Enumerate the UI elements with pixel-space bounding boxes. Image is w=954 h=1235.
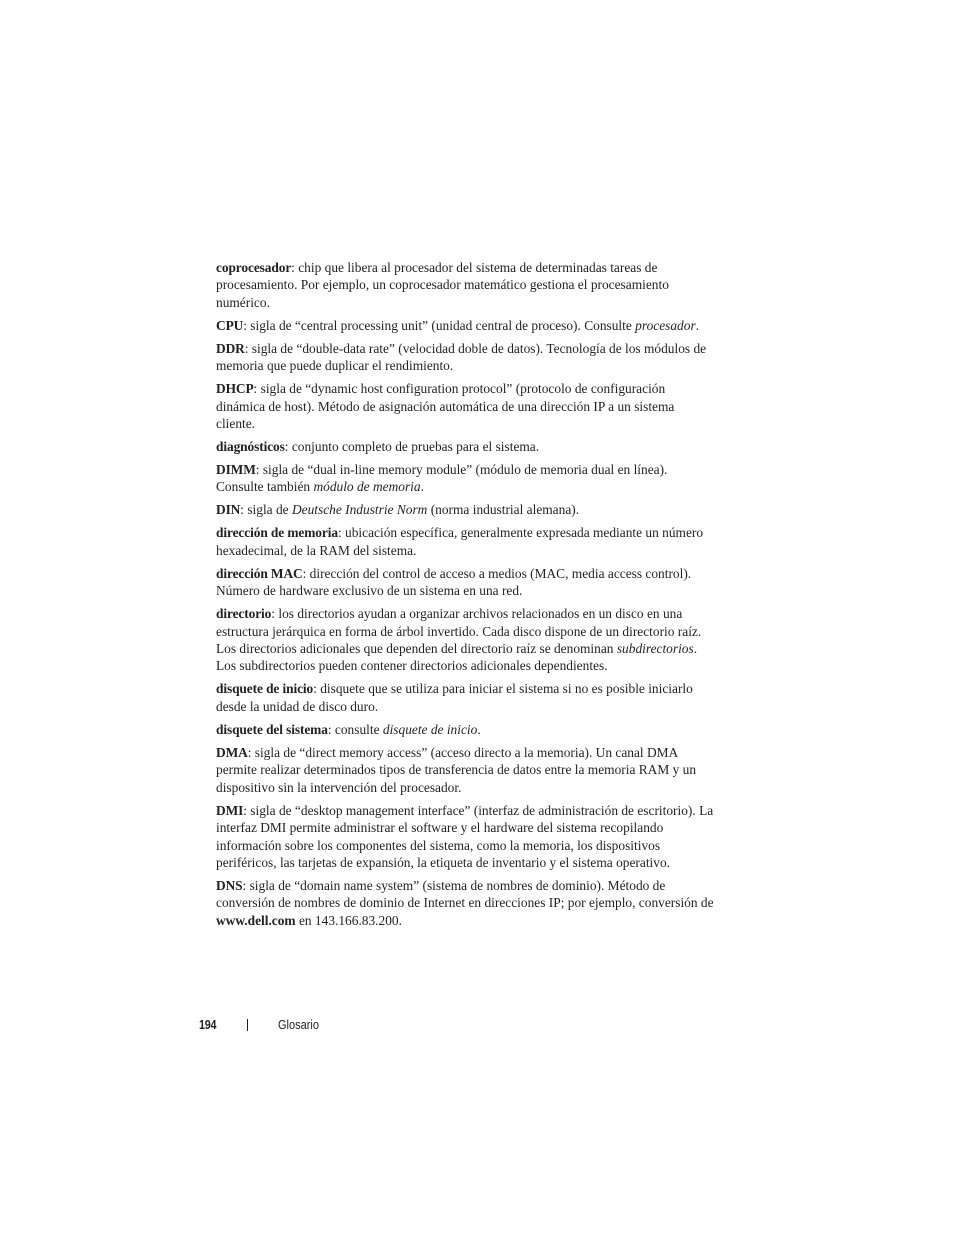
glossary-term: coprocesador [216, 260, 292, 275]
page-number: 194 [199, 1018, 217, 1032]
glossary-entry [216, 380, 716, 432]
glossary-entry [216, 721, 716, 738]
glossary-entry [216, 259, 716, 311]
glossary-term: dirección de memoria [216, 525, 338, 541]
glossary-entry [216, 680, 716, 715]
definition-text: en 143.166.83.200. [295, 912, 402, 928]
definition-text: : sigla de [240, 502, 292, 518]
glossary-entry [216, 802, 716, 872]
glossary-term: DNS [216, 877, 243, 893]
definition-text: : disquete que se utiliza para iniciar el sistema si no es posible iniciarlo desde la unidad de disco duro. [216, 681, 693, 714]
definition-text: : dirección del control de acceso a medios (MAC, media access control). Número de hardware exclusivo de un sistema en una red. [216, 565, 692, 599]
glossary-term: diagnósticos [216, 439, 285, 455]
section-title: Glosario [278, 1018, 319, 1032]
definition-text: : sigla de “desktop management interface” (interfaz de administración de escritorio). La interfaz DMI permite administrar el software y el hardware del sistema recopilando información sobre los componentes del sistema, como la memoria, los dispositivos periféricos, las tarjetas de expansión, la etiqueta de inventario y el sistema operativo. [216, 802, 714, 870]
cross-reference: Deutsche Industrie Norm [291, 502, 428, 518]
definition-text: : sigla de “central processing unit” (unidad central de proceso). Consulte [243, 317, 636, 333]
glossary-term: CPU [216, 317, 244, 333]
glossary-term: DHCP [216, 381, 254, 397]
definition-text: : consulte [327, 721, 383, 737]
glossary-entry [216, 461, 716, 496]
glossary-entry [216, 340, 716, 375]
definition-text: : sigla de “direct memory access” (acceso directo a la memoria). Un canal DMA permite realizar determinados tipos de transferencia de datos entre la memoria RAM y un dispositivo sin la intervención del procesador. [216, 744, 697, 795]
definition-text: : chip que libera al procesador del sistema de determinadas tareas de procesamiento. Por ejemplo, un coprocesador matemático gestiona el procesamiento numérico. [216, 260, 669, 310]
glossary-entry [216, 524, 716, 559]
definition-text: : conjunto completo de pruebas para el sistema. [284, 439, 540, 455]
glossary-entry [216, 877, 716, 929]
glossary-entry [216, 605, 716, 675]
bold-text: www.dell.com [216, 912, 296, 928]
cross-reference: disquete de inicio [382, 721, 478, 737]
glossary-entry [216, 565, 716, 600]
glossary-entry [216, 317, 716, 334]
glossary-term: DIMM [216, 462, 256, 478]
cross-reference: subdirectorios [616, 641, 694, 657]
definition-text: : los directorios ayudan a organizar archivos relacionados en un disco en una estructura jerárquica en forma de árbol invertido. Cada disco dispone de un directorio raíz. Los directorios adicionales que dependen del directorio raíz se denominan [216, 606, 702, 657]
definition-text: : sigla de “double-data rate” (velocidad doble de datos). Tecnología de los módulos de memoria que puede duplicar el rendimiento. [216, 340, 707, 374]
definition-text: . [477, 721, 481, 737]
definition-text: . [695, 317, 700, 333]
definition-text: . Los subdirectorios pueden contener directorios adicionales dependientes. [216, 641, 698, 674]
glossary-term: DDR [216, 340, 245, 356]
glossary-term: DIN [216, 502, 241, 518]
definition-text: : sigla de “domain name system” (sistema de nombres de dominio). Método de conversión de nombres de dominio de Internet en direcciones IP; por ejemplo, conversión de [216, 877, 714, 911]
definition-text: : ubicación específica, generalmente expresada mediante un número hexadecimal, de la RAM del sistema. [216, 525, 704, 558]
glossary-term: dirección MAC [216, 565, 303, 581]
definition-text: : sigla de “dual in-line memory module” (módulo de memoria dual en línea). Consulte también [216, 462, 668, 495]
glossary-term: directorio [216, 606, 272, 622]
glossary-term: disquete de inicio [216, 681, 314, 697]
cross-reference: módulo de memoria [313, 479, 421, 495]
definition-text: . [420, 479, 424, 495]
footer-separator [247, 1019, 248, 1031]
glossary-term: DMA [216, 744, 248, 760]
glossary-entry [216, 438, 716, 455]
definition-text: (norma industrial alemana). [427, 502, 580, 518]
glossary-entry [216, 501, 716, 518]
glossary-entry [216, 744, 716, 796]
glossary-term: DMI [216, 802, 244, 818]
cross-reference: procesador [635, 317, 696, 333]
glossary-term: disquete del sistema [216, 721, 328, 737]
glossary-body [216, 259, 716, 935]
definition-text: : sigla de “dynamic host configuration protocol” (protocolo de configuración dinámica de host). Método de asignación automática de una dirección IP a un sistema cliente. [216, 381, 675, 432]
